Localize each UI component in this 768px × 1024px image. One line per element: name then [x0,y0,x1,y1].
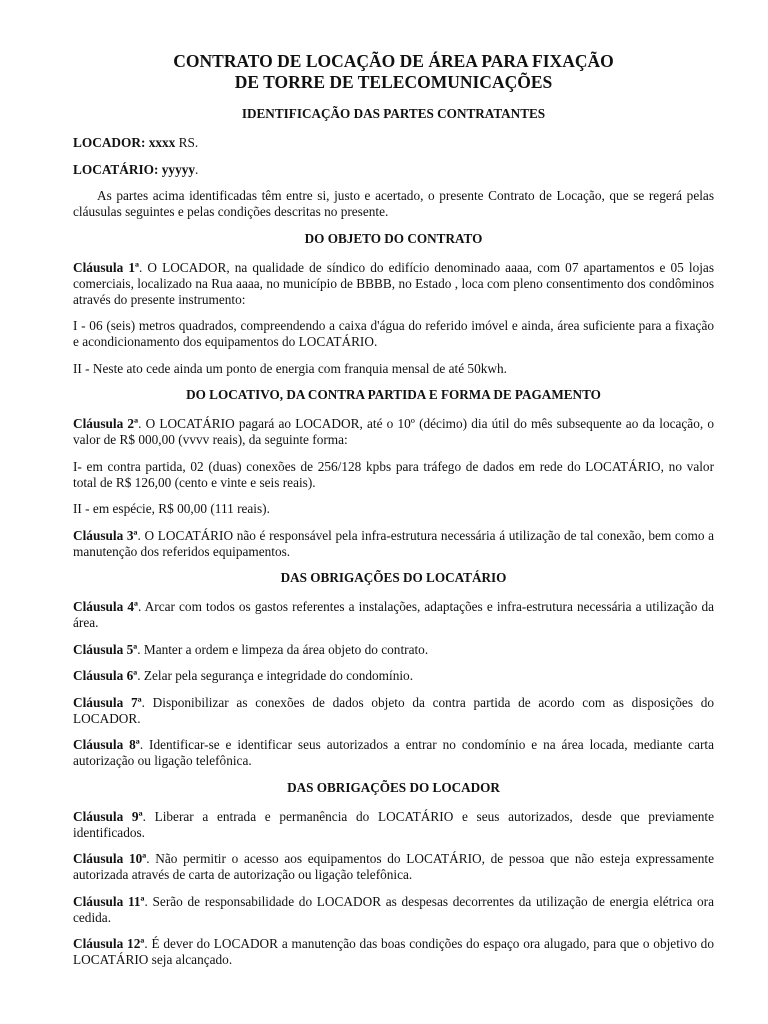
clause-8-label: Cláusula 8ª [73,737,140,752]
clause-12-label: Cláusula 12ª [73,936,145,951]
title-line-2: DE TORRE DE TELECOMUNICAÇÕES [234,72,553,92]
clause-8 [73,737,714,769]
locatario-label: LOCATÁRIO: [73,161,159,177]
clause-9-label: Cláusula 9ª [73,808,143,824]
clause-7 [73,695,714,727]
section-heading-landlord-obligations: DAS OBRIGAÇÕES DO LOCADOR [287,779,500,795]
locador-suffix: RS. [175,135,199,150]
locatario-value: yyyyy [161,161,196,177]
document-title [73,51,714,93]
clause-5-text: . Manter a ordem e limpeza da área objeto do contrato. [137,641,429,657]
section-heading-parties: IDENTIFICAÇÃO DAS PARTES CONTRATANTES [241,106,546,121]
clause-1-label: Cláusula 1ª [73,259,139,275]
clause-4-text: . Arcar com todos os gastos referentes a instalações, adaptações e infra-estrutura necessária a utilização da área. [73,599,714,630]
party-locador [73,135,714,151]
clause-10-label: Cláusula 10ª [73,851,147,866]
clause-1-item-2: II - Neste ato cede ainda um ponto de energia com franquia mensal de até 50kwh. [73,360,507,376]
clause-11-text: . Serão de responsabilidade do LOCADOR as despesas decorrentes da utilização de energia elétrica ora cedida. [73,893,714,925]
clause-2 [73,416,714,448]
section-heading-payment: DO LOCATIVO, DA CONTRA PARTIDA E FORMA DE PAGAMENTO [186,387,601,402]
clause-2-text: . O LOCATÁRIO pagará ao LOCADOR, até o 10º (décimo) dia útil do mês subsequente ao da locação, o valor de R$ 000,00 (vvvv reais), da seguinte forma: [73,416,714,447]
clause-9 [73,809,714,841]
party-locatario [73,162,714,178]
clause-4-label: Cláusula 4ª [73,599,138,614]
clause-4 [73,599,714,631]
clause-2-label: Cláusula 2ª [73,416,139,431]
locatario-suffix: . [195,161,199,177]
clause-2-item-2: II - em espécie, R$ 00,00 (111 reais). [73,501,270,516]
clause-11-label: Cláusula 11ª [73,893,145,909]
clause-1-item-1: I - 06 (seis) metros quadrados, compreendendo a caixa d'água do referido imóvel e ainda, área suficiente para a fixação e acondicionamento dos equipamentos do LOCATÁRIO. [73,318,714,349]
clause-11 [73,894,714,926]
clause-5 [73,642,714,658]
clause-1 [73,260,714,308]
clause-10-text: . Não permitir o acesso aos equipamentos do LOCATÁRIO, de pessoa que não esteja expressamente autorizada através de carta de autorização ou ligação telefônica. [73,851,714,882]
clause-12-text: . É dever do LOCADOR a manutenção das boas condições do espaço ora alugado, para que o objetivo do LOCATÁRIO seja alcançado. [73,936,714,967]
locador-label: LOCADOR: [73,135,146,150]
section-heading-tenant-obligations: DAS OBRIGAÇÕES DO LOCATÁRIO [280,570,507,585]
contract-body [73,51,714,979]
clause-10 [73,851,714,883]
clause-7-text: . Disponibilizar as conexões de dados objeto da contra partida de acordo com as disposições do LOCADOR. [73,694,714,726]
clause-7-label: Cláusula 7ª [73,694,142,710]
section-heading-object: DO OBJETO DO CONTRATO [304,230,483,246]
clause-3 [73,528,714,560]
clause-1-text: . O LOCADOR, na qualidade de síndico do edifício denominado aaaa, com 07 apartamentos e 05 lojas comerciais, localizado na Rua aaaa, no município de BBBB, no Estado , loca com pleno consentimento dos condôminos através do presente instrumento: [73,259,714,307]
title-line-1: CONTRATO DE LOCAÇÃO DE ÁREA PARA FIXAÇÃO [173,51,614,71]
clause-9-text: . Liberar a entrada e permanência do LOCATÁRIO e seus autorizados, desde que previamente identificados. [73,808,714,840]
clause-6-label: Cláusula 6ª [73,668,138,683]
clause-6 [73,668,714,684]
clause-2-item-1: I- em contra partida, 02 (duas) conexões de 256/128 kpbs para tráfego de dados em rede do LOCATÁRIO, no valor total de R$ 126,00 (cento e vinte e seis reais). [73,458,714,490]
clause-3-text: . O LOCATÁRIO não é responsável pela infra-estrutura necessária á utilização de tal conexão, bem como a manutenção dos referidos equipamentos. [73,527,714,559]
clause-6-text: . Zelar pela segurança e integridade do condomínio. [137,668,414,683]
locador-value: xxxx [148,135,176,150]
clause-8-text: . Identificar-se e identificar seus autorizados a entrar no condomínio e na área locada, mediante carta autorização ou ligação telefônica. [73,737,715,768]
clause-3-label: Cláusula 3ª [73,527,138,543]
clause-12 [73,936,714,968]
intro-paragraph: As partes acima identificadas têm entre si, justo e acertado, o presente Contrato de Locação, que se regerá pelas cláusulas seguintes e pelas condições descritas no presente. [73,188,714,219]
clause-5-label: Cláusula 5ª [73,641,138,657]
